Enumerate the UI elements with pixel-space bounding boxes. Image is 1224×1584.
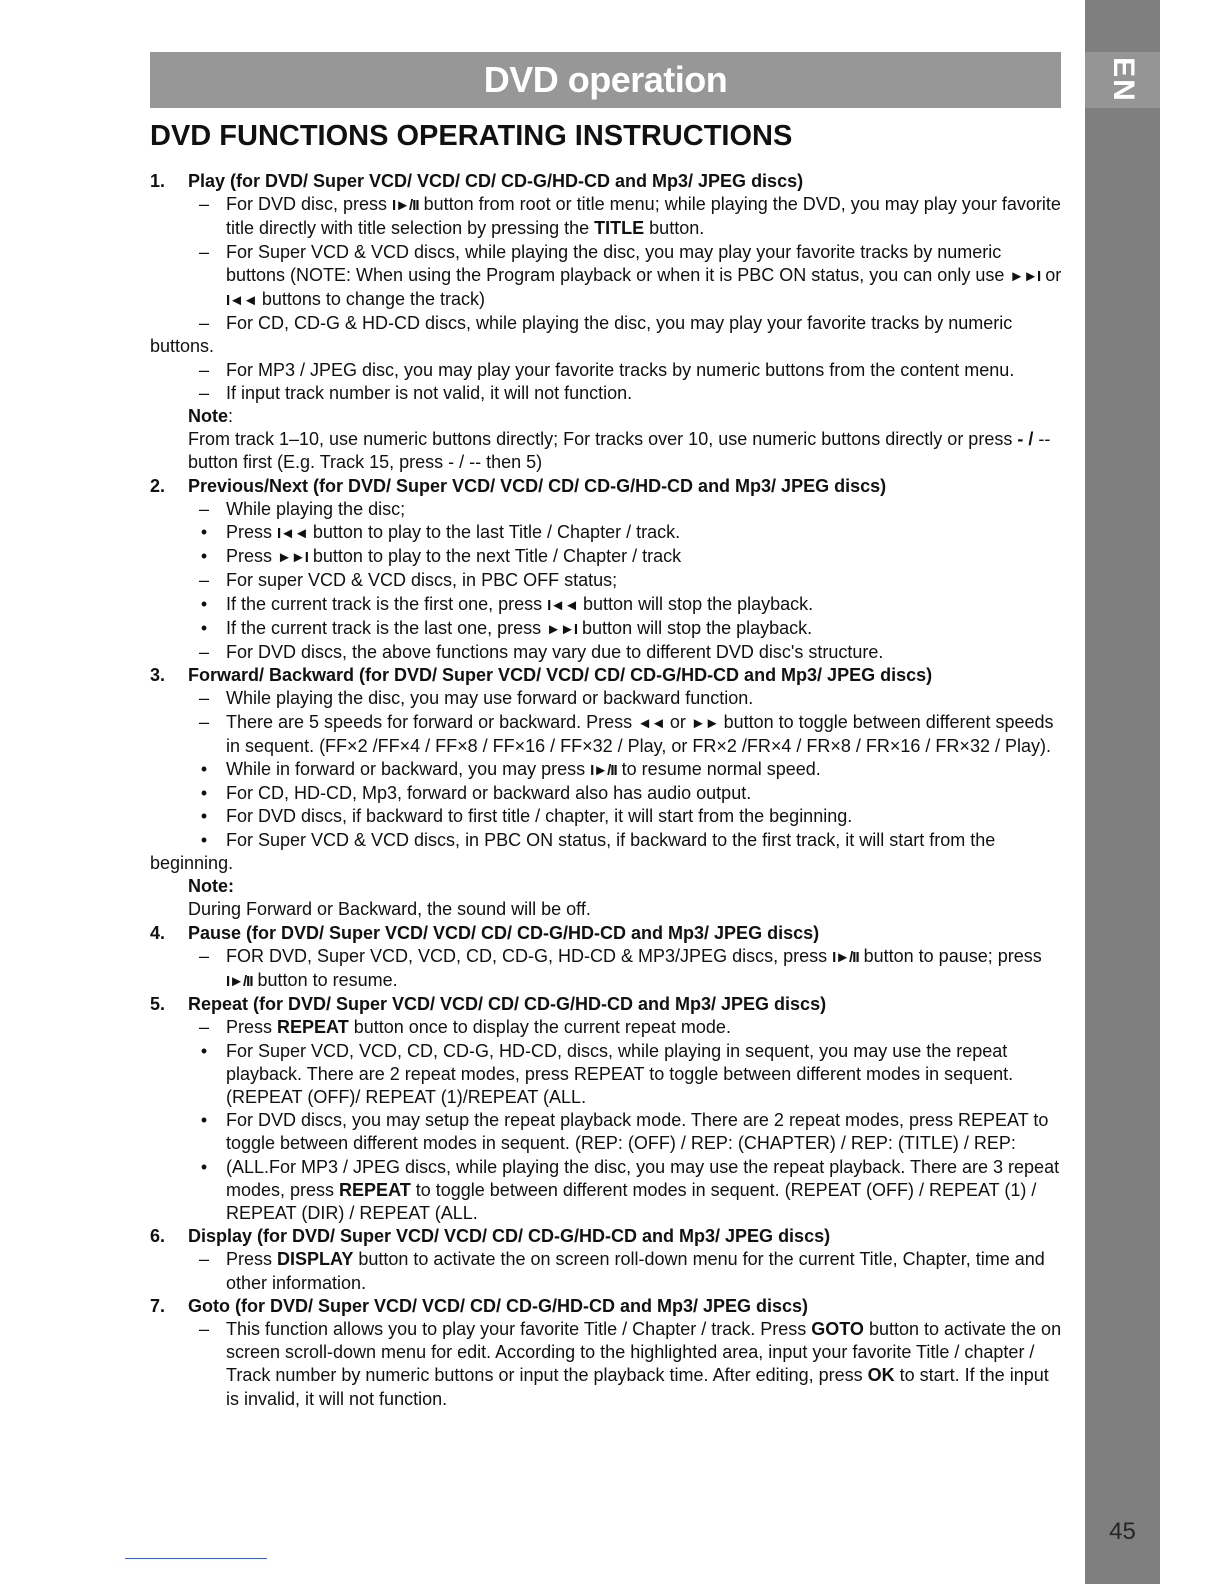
- section-title-pause: [150, 922, 1065, 945]
- title-button-label: TITLE: [594, 218, 645, 239]
- list-item: – For super VCD & VCD discs, in PBC OFF status;: [150, 569, 1065, 592]
- section-number: 2.: [150, 475, 166, 496]
- list-item: • (ALL.For MP3 / JPEG discs, while playing the disc, you may use the repeat playback. There are 3 repeat modes, press REPEAT to toggle between different modes in sequent. (REPEAT (OFF) / REPEAT (1) / REPEAT (DIR) / REPEAT (ALL.: [150, 1156, 1065, 1226]
- page-title: DVD FUNCTIONS OPERATING INSTRUCTIONS: [150, 120, 793, 152]
- dash-marker: –: [198, 642, 209, 663]
- list-item: • While in forward or backward, you may press I►/II to resume normal speed.: [150, 758, 1065, 782]
- list-item: – For DVD disc, press I►/II button from root or title menu; while playing the DVD, you may play your favorite title directly with title selection by pressing the TITLE button.: [150, 193, 1065, 240]
- section-title-text: Goto (for DVD/ Super VCD/ VCD/ CD/ CD-G/HD-CD and Mp3/ JPEG discs): [188, 1295, 809, 1316]
- dash-marker: –: [198, 1318, 209, 1339]
- list-item: – There are 5 speeds for forward or backward. Press ◄◄ or ►► button to toggle between different speeds in sequent. (FF×2 /FF×4 / FF×8 / FF×16 / FF×32 / Play, or FR×2 /FR×4 / FR×8 / FR×16 / FR×32 / Play).: [150, 711, 1065, 758]
- section-title-forward-backward: [150, 664, 1065, 687]
- section-number: 7.: [150, 1295, 166, 1316]
- bullet-marker: •: [200, 617, 208, 638]
- section-title-text: Display (for DVD/ Super VCD/ VCD/ CD/ CD-G/HD-CD and Mp3/ JPEG discs): [188, 1226, 831, 1247]
- section-number: 6.: [150, 1226, 166, 1247]
- list-item: • For DVD discs, you may setup the repeat playback mode. There are 2 repeat modes, press REPEAT to toggle between different modes in sequent. (REP: (OFF) / REP: (CHAPTER) / REP: (TITLE) / REP:: [150, 1109, 1065, 1155]
- list-item: – While playing the disc, you may use forward or backward function.: [150, 687, 1065, 710]
- section-number: 1.: [150, 171, 166, 191]
- list-item: – For Super VCD & VCD discs, while playing the disc, you may play your favorite tracks by numeric buttons (NOTE: When using the Program playback or when it is PBC ON status, you can only use ►►I or I◄◄ buttons to change the track): [150, 241, 1065, 313]
- footer-rule: [125, 1558, 267, 1559]
- play-pause-icon: I►/II: [590, 762, 617, 780]
- list-item: • For CD, HD-CD, Mp3, forward or backward also has audio output.: [150, 782, 1065, 805]
- list-item: • For DVD discs, if backward to first title / chapter, it will start from the beginning.: [150, 805, 1065, 828]
- section-number: 3.: [150, 665, 166, 686]
- play-pause-icon: I►/II: [226, 972, 253, 990]
- bullet-marker: •: [200, 546, 208, 567]
- repeat-button-label: REPEAT: [339, 1179, 411, 1200]
- dash-marker: –: [198, 1017, 209, 1038]
- bullet-marker: •: [200, 829, 208, 850]
- list-item: • For Super VCD & VCD discs, in PBC ON status, if backward to the first track, it will start from the beginning.: [150, 829, 996, 873]
- list-item: – While playing the disc;: [150, 498, 1065, 521]
- dash-marker: –: [198, 688, 209, 709]
- section-title-text: Pause (for DVD/ Super VCD/ VCD/ CD/ CD-G/HD-CD and Mp3/ JPEG discs): [188, 922, 820, 943]
- section-title-text: Repeat (for DVD/ Super VCD/ VCD/ CD/ CD-G/HD-CD and Mp3/ JPEG discs): [188, 994, 827, 1015]
- dash-marker: –: [198, 945, 209, 966]
- previous-track-icon: I◄◄: [277, 525, 308, 543]
- bullet-marker: •: [200, 759, 208, 780]
- list-item: • If the current track is the first one, press I◄◄ button will stop the playback.: [150, 593, 1065, 617]
- previous-track-icon: I◄◄: [547, 596, 579, 614]
- dash-marker: –: [198, 1249, 209, 1270]
- next-track-icon: ►►I: [546, 620, 578, 638]
- play-pause-icon: I►/II: [832, 948, 859, 966]
- section-title-display: [150, 1225, 1065, 1248]
- section-title-goto: [150, 1295, 1065, 1318]
- list-item: – For CD, CD-G & HD-CD discs, while playing the disc, you may play your favorite tracks by numeric buttons.: [150, 313, 1013, 357]
- note-label: Note:: [188, 406, 234, 427]
- section-title-text: Play (for DVD/ Super VCD/ VCD/ CD/ CD-G/HD-CD and Mp3/ JPEG discs): [188, 171, 804, 191]
- bullet-marker: •: [200, 522, 208, 543]
- list-item: • Press ►►I button to play to the next Title / Chapter / track: [150, 545, 1065, 569]
- list-item: • For Super VCD, VCD, CD, CD-G, HD-CD, discs, while playing in sequent, you may use the repeat playback. There are 2 repeat modes, press REPEAT to toggle between different modes in sequent. (REPEAT (OFF)/ REPEAT (1)/REPEAT (ALL.: [150, 1040, 1065, 1110]
- list-item: – Press REPEAT button once to display the current repeat mode.: [150, 1016, 1065, 1039]
- next-track-icon: ►►I: [277, 549, 308, 567]
- bullet-marker: •: [200, 593, 208, 614]
- section-title-play: [150, 170, 1065, 193]
- list-item: – FOR DVD, Super VCD, VCD, CD, CD-G, HD-CD & MP3/JPEG discs, press I►/II button to pause; press I►/II button to resume.: [150, 945, 1065, 993]
- next-track-icon: ►►I: [1009, 267, 1041, 285]
- section-number: 5.: [150, 994, 166, 1015]
- page-number: 45: [1109, 1518, 1136, 1545]
- side-tab-bar: [1085, 0, 1160, 1584]
- list-item: – This function allows you to play your favorite Title / Chapter / track. Press GOTO button to activate the on screen scroll-down menu for edit. According to the highlighted area, input your favorite Title / chapter / Track number by numeric buttons or input the playback time. After editing, press OK to start. If the input is invalid, it will not function.: [150, 1318, 1065, 1411]
- section-header-title: DVD operation: [483, 59, 728, 100]
- note-text: From track 1–10, use numeric buttons directly; For tracks over 10, use numeric buttons directly or press - / -- button first (E.g. Track 15, press - / -- then 5): [188, 429, 1051, 473]
- dash-marker: –: [198, 241, 209, 262]
- section-header-bar: [150, 52, 1061, 108]
- note-label: Note:: [188, 876, 234, 897]
- list-item: – Press DISPLAY button to activate the on screen roll-down menu for the current Title, Chapter, time and other information.: [150, 1248, 1065, 1294]
- repeat-button-label: REPEAT: [277, 1017, 349, 1038]
- display-button-label: DISPLAY: [277, 1249, 354, 1270]
- instructions-content: [150, 170, 1065, 1411]
- list-item: • Press I◄◄ button to play to the last Title / Chapter / track.: [150, 521, 1065, 545]
- goto-button-label: GOTO: [811, 1318, 864, 1339]
- bullet-marker: •: [200, 806, 208, 827]
- section-number: 4.: [150, 922, 166, 943]
- bullet-marker: •: [200, 1040, 208, 1061]
- bullet-marker: •: [200, 783, 208, 804]
- list-item: – For MP3 / JPEG disc, you may play your favorite tracks by numeric buttons from the content menu.: [150, 359, 1065, 382]
- dash-marker: –: [198, 359, 209, 380]
- dash-marker: –: [198, 570, 209, 591]
- dash-marker: –: [198, 498, 209, 519]
- section-title-previous-next: [150, 475, 1065, 498]
- rewind-icon: ◄◄: [637, 714, 665, 732]
- fast-forward-icon: ►►: [690, 714, 719, 732]
- previous-track-icon: I◄◄: [226, 292, 257, 310]
- section-title-text: Forward/ Backward (for DVD/ Super VCD/ VCD/ CD/ CD-G/HD-CD and Mp3/ JPEG discs): [188, 665, 933, 686]
- section-title-repeat: [150, 993, 1065, 1016]
- play-pause-icon: I►/II: [392, 197, 419, 215]
- list-item: • If the current track is the last one, press ►►I button will stop the playback.: [150, 617, 1065, 641]
- bullet-marker: •: [200, 1156, 208, 1177]
- dash-marker: –: [198, 313, 209, 334]
- note-text: During Forward or Backward, the sound will be off.: [188, 899, 591, 920]
- language-tab: [1085, 52, 1160, 108]
- list-item: – If input track number is not valid, it will not function.: [150, 382, 1065, 405]
- language-label: EN: [1106, 57, 1140, 103]
- bullet-marker: •: [200, 1110, 208, 1131]
- ok-button-label: OK: [867, 1365, 895, 1386]
- section-title-text: Previous/Next (for DVD/ Super VCD/ VCD/ CD/ CD-G/HD-CD and Mp3/ JPEG discs): [188, 475, 887, 496]
- dash-marker: –: [198, 711, 209, 732]
- dash-marker: –: [198, 382, 209, 403]
- dash-marker: –: [198, 194, 209, 215]
- list-item: – For DVD discs, the above functions may vary due to different DVD disc's structure.: [150, 641, 1065, 664]
